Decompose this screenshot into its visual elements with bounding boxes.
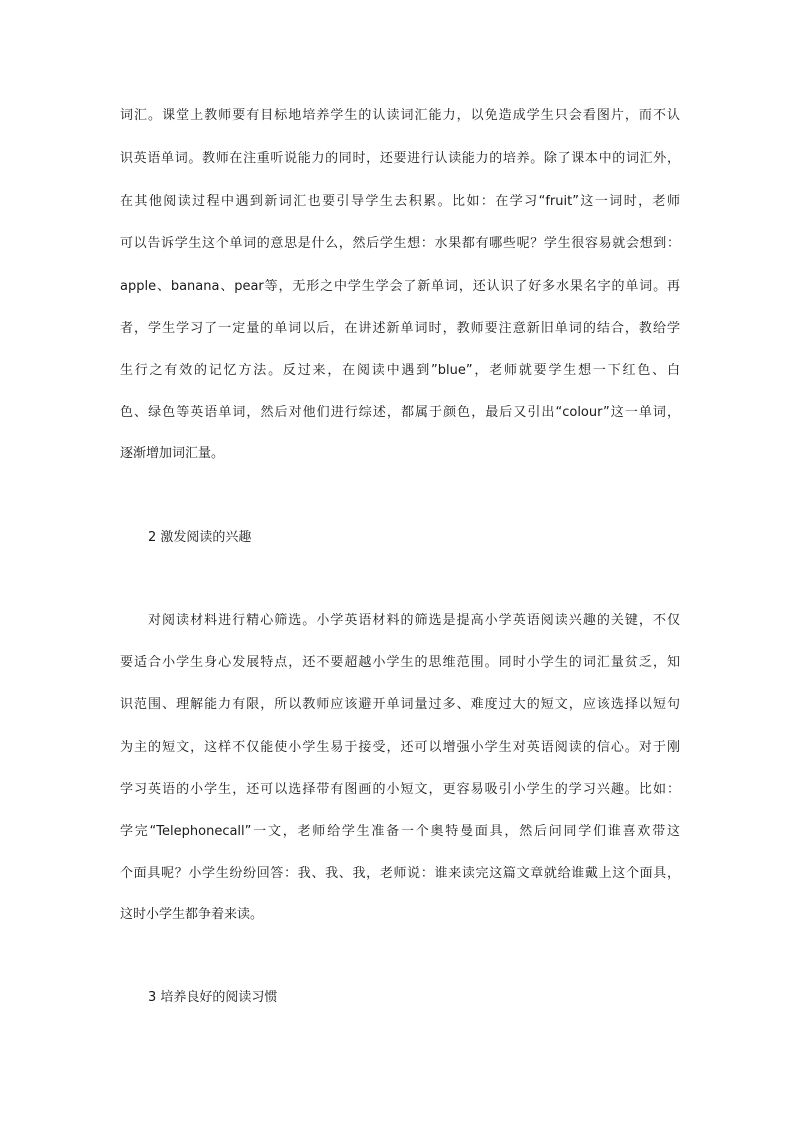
paragraph-line: 生行之有效的记忆方法。反过来，在阅读中遇到”blue”，老师就要学生想一下红色、白 bbox=[120, 363, 680, 378]
paragraph-line: apple、banana、pear等，无形之中学生学会了新单词，还认识了好多水果名字的单词。再 bbox=[120, 279, 680, 294]
paragraph-line: 为主的短文，这样不仅能使小学生易于接受，还可以增强小学生对英语阅读的信心。对于刚 bbox=[120, 740, 680, 755]
paragraph-line: 识英语单词。教师在注重听说能力的同时，还要进行认读能力的培养。除了课本中的词汇外， bbox=[120, 151, 680, 166]
paragraph-line: 对阅读材料进行精心筛选。小学英语材料的筛选是提高小学英语阅读兴趣的关键，不仅 bbox=[148, 613, 680, 628]
paragraph-line: 个面具呢？小学生纷纷回答：我、我、我，老师说：谁来读完这篇文章就给谁戴上这个面具， bbox=[120, 866, 680, 881]
paragraph-line: 可以告诉学生这个单词的意思是什么，然后学生想：水果都有哪些呢？学生很容易就会想到： bbox=[120, 236, 680, 251]
section-heading: 2 激发阅读的兴趣 bbox=[148, 530, 252, 545]
paragraph-line: 在其他阅读过程中遇到新词汇也要引导学生去积累。比如：在学习“fruit”这一词时，老师 bbox=[120, 194, 680, 209]
paragraph-line: 者，学生学习了一定量的单词以后，在讲述新单词时，教师要注意新旧单词的结合，教给学 bbox=[120, 321, 680, 336]
paragraph-line: 这时小学生都争着来读。 bbox=[120, 907, 264, 922]
paragraph-line: 学习英语的小学生，还可以选择带有图画的小短文，更容易吸引小学生的学习兴趣。比如： bbox=[120, 782, 680, 797]
paragraph-line: 词汇。课堂上教师要有目标地培养学生的认读词汇能力，以免造成学生只会看图片，而不认 bbox=[120, 108, 680, 123]
paragraph-line: 识范围、理解能力有限，所以教师应该避开单词量过多、难度过大的短文，应该选择以短句 bbox=[120, 697, 680, 712]
paragraph-line: 色、绿色等英语单词，然后对他们进行综述，都属于颜色，最后又引出“colour”这一单词， bbox=[120, 405, 680, 420]
paragraph-line: 学完“Telephonecall”一文，老师给学生准备一个奥特曼面具，然后问同学们谁喜欢带这 bbox=[120, 824, 680, 839]
paragraph-line: 逐渐增加词汇量。 bbox=[120, 446, 225, 461]
section-heading: 3 培养良好的阅读习惯 bbox=[148, 990, 278, 1005]
paragraph-line: 要适合小学生身心发展特点，还不要超越小学生的思维范围。同时小学生的词汇量贫乏，知 bbox=[120, 655, 680, 670]
